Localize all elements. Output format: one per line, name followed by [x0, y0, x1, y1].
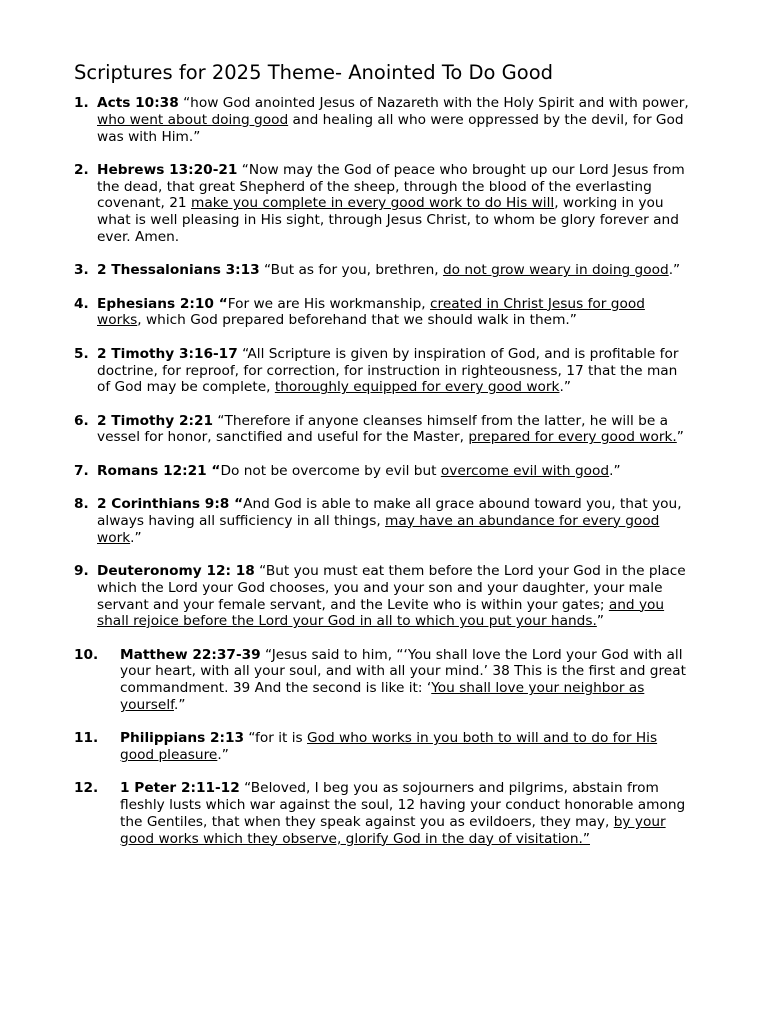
- scripture-item: [74, 563, 690, 630]
- scripture-reference: Ephesians 2:10 “: [97, 295, 228, 312]
- verse-text: For we are His workmanship,: [227, 295, 431, 312]
- item-number: 9.: [74, 562, 89, 579]
- scripture-item: [74, 730, 690, 764]
- scripture-reference: Matthew 22:37-39: [120, 646, 261, 663]
- scripture-item: [74, 262, 690, 279]
- item-number: 7.: [74, 462, 89, 479]
- scripture-list: [74, 95, 690, 848]
- scripture-reference: Deuteronomy 12: 18: [97, 562, 255, 579]
- scripture-item: [74, 95, 690, 145]
- scripture-item: [74, 162, 690, 246]
- verse-text: “how God anointed Jesus of Nazareth with the Holy Spirit and with power,: [178, 95, 689, 111]
- verse-text: “Therefore if anyone cleanses himself from the latter, he will be a vessel for honor, sanctified and useful for the Master,: [97, 412, 669, 446]
- underlined-phrase: by your good works which they observe, glorify God in the day of visitation.”: [120, 814, 666, 847]
- item-number: 10.: [74, 646, 99, 663]
- underlined-phrase: thoroughly equipped for every good work: [274, 379, 560, 396]
- underlined-phrase: may have an abundance for every good work: [97, 512, 660, 546]
- verse-text: “Beloved, I beg you as sojourners and pilgrims, abstain from fleshly lusts which war against the soul, 12 having your conduct honorable among the Gentiles, that when they speak against you as evildoers, they may,: [120, 780, 686, 830]
- scripture-item: [74, 647, 690, 714]
- scripture-reference: Philippians 2:13: [120, 730, 245, 747]
- verse-text: “But you must eat them before the Lord your God in the place which the Lord your God chooses, you and your son and your daughter, your male servant and your female servant, and the Levite who is within your gates;: [97, 562, 686, 613]
- underlined-phrase: do not grow weary in doing good: [442, 262, 669, 279]
- verse-text: “for it is: [244, 730, 308, 747]
- document-title: Scriptures for 2025 Theme- Anointed To Do Good: [74, 61, 554, 84]
- underlined-phrase: God who works in you both to will and to do for His good pleasure: [120, 730, 658, 764]
- underlined-phrase: You shall love your neighbor as yourself: [120, 680, 645, 714]
- verse-text: , which God prepared beforehand that we should walk in them.”: [137, 312, 577, 329]
- scripture-reference: 2 Corinthians 9:8 “: [97, 496, 244, 513]
- verse-text: ”: [676, 429, 684, 446]
- scripture-reference: Acts 10:38: [97, 95, 179, 111]
- verse-text: Do not be overcome by evil but: [220, 462, 441, 479]
- underlined-phrase: and you shall rejoice before the Lord your God in all to which you put your hands.: [97, 596, 665, 630]
- verse-text: .”: [130, 529, 142, 546]
- verse-text: And God is able to make all grace abound toward you, that you, always having all sufficiency in all things,: [97, 496, 682, 529]
- verse-text: .”: [559, 379, 571, 396]
- underlined-phrase: make you complete in every good work to do His will: [191, 195, 555, 212]
- scripture-item: [74, 496, 690, 546]
- scripture-reference: 1 Peter 2:11-12: [120, 780, 240, 797]
- verse-text: .”: [609, 462, 621, 479]
- item-number: 5.: [74, 345, 89, 362]
- scripture-item: [74, 346, 690, 396]
- verse-text: “But as for you, brethren,: [259, 262, 443, 279]
- verse-text: .”: [217, 747, 229, 764]
- scripture-reference: 2 Timothy 2:21: [97, 412, 214, 429]
- verse-text: and healing all who were oppressed by the devil, for God was with Him.”: [97, 111, 684, 145]
- item-number: 4.: [74, 295, 89, 312]
- underlined-phrase: overcome evil with good: [440, 462, 610, 479]
- verse-text: .”: [668, 262, 681, 279]
- scripture-item: [74, 296, 690, 330]
- verse-text: “Jesus said to him, “‘You shall love the Lord your God with all your heart, with all your soul, and with all your mind.’ 38 This is the first and great commandment. 39 And the second is like it: ‘: [120, 646, 686, 697]
- item-number: 1.: [74, 95, 89, 111]
- item-number: 12.: [74, 780, 99, 797]
- scripture-item: [74, 413, 690, 447]
- item-number: 11.: [74, 730, 99, 747]
- scripture-item: [74, 780, 690, 847]
- item-number: 3.: [74, 262, 89, 279]
- verse-text: ”: [596, 613, 604, 630]
- scripture-item: [74, 463, 690, 480]
- underlined-phrase: who went about doing good: [97, 111, 289, 128]
- verse-text: “Now may the God of peace who brought up our Lord Jesus from the dead, that great Shepherd of the sheep, through the blood of the everlasting covenant, 21: [97, 161, 685, 212]
- item-number: 8.: [74, 496, 89, 513]
- scripture-reference: Romans 12:21 “: [97, 462, 221, 479]
- underlined-phrase: prepared for every good work.: [468, 429, 677, 446]
- underlined-phrase: created in Christ Jesus for good works: [97, 295, 645, 329]
- item-number: 6.: [74, 412, 89, 429]
- scripture-reference: 2 Timothy 3:16-17: [97, 345, 238, 362]
- item-number: 2.: [74, 161, 89, 178]
- verse-text: , working in you what is well pleasing in His sight, through Jesus Christ, to whom be glory forever and ever. Amen.: [97, 195, 679, 246]
- scripture-reference: 2 Thessalonians 3:13: [97, 262, 260, 279]
- verse-text: .”: [173, 697, 186, 714]
- scripture-reference: Hebrews 13:20-21: [97, 161, 238, 178]
- verse-text: “All Scripture is given by inspiration of God, and is profitable for doctrine, for reproof, for correction, for instruction in righteousness, 17 that the man of God may be complete,: [97, 345, 679, 396]
